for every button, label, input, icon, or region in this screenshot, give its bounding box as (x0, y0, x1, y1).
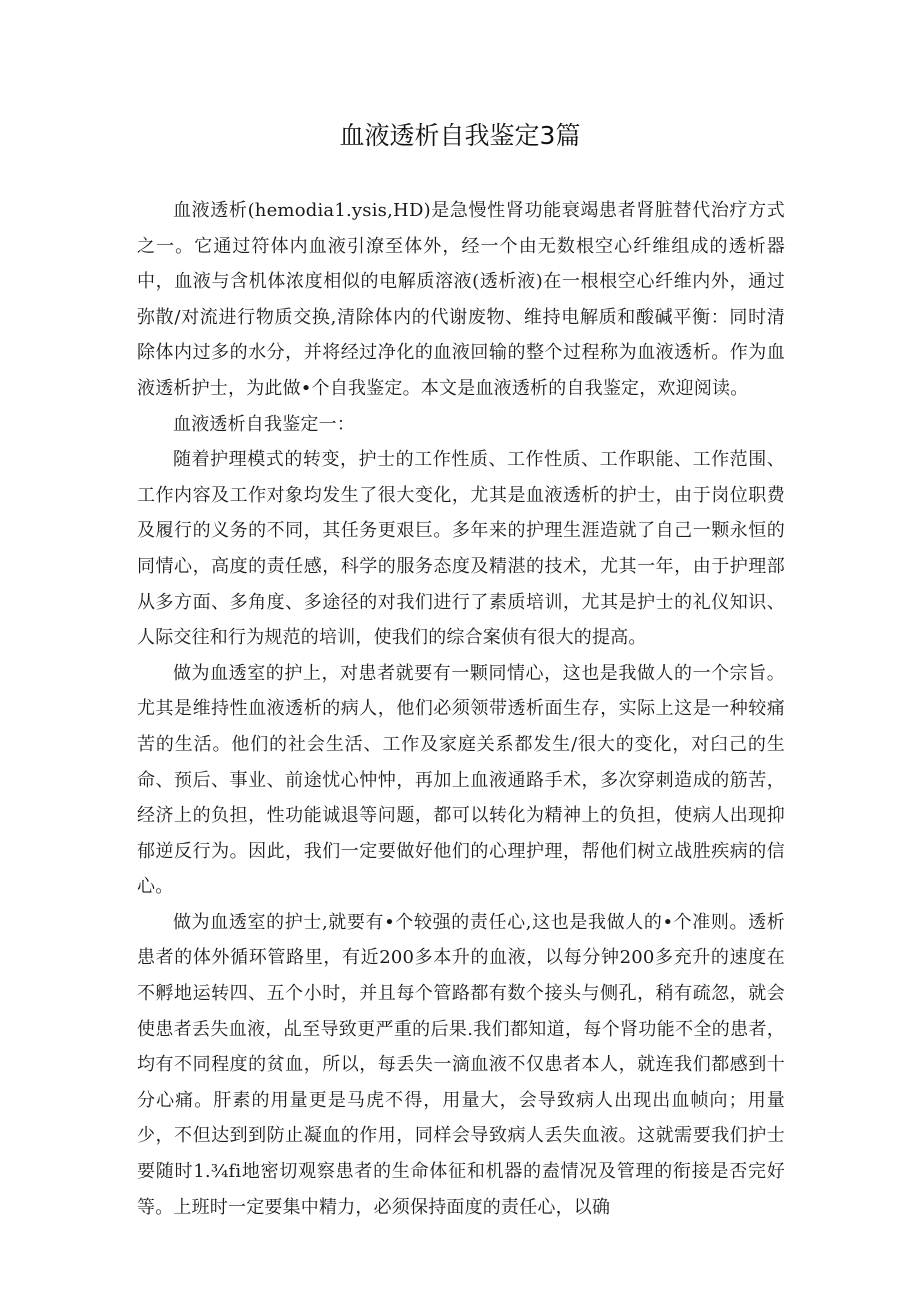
paragraph-intro: 血液透析(hemodia1.ysis,HD)是急慢性肾功能衰竭患者肾脏替代治疗方式之一。它通过符体内血液引潦至体外，经一个由无数根空心纤维组成的透析器中，血液与含机体浓度相似的电解质溶液(透析液)在一根根空心纤维内外，通过弥散/对流进行物质交换,清除体内的代谢废物、维持电解质和酸碱平衡：同时清除体内过多的水分，并将经过净化的血液回输的整个过程称为血液透析。作为血液透析护士，为此做•个自我鉴定。本文是血液透析的自我鉴定，欢迎阅读。 (137, 200, 785, 399)
paragraph: 做为血透室的护士,就要有•个较强的责任心,这也是我做人的•个准则。透析患者的体外循环管路里，有近200多本升的血液，以每分钟200多充升的速度在不孵地运转四、五个小时，并且每个管路都有数个接头与侧孔，稍有疏忽，就会使患者丢失血液，乩至导致更严重的后果.我们都知道，每个肾功能不全的患者，均有不同程度的贫血，所以，每丢失一滴血液不仅患者本人，就连我们都感到十分心痛。肝素的用量更是马虎不得，用量大，会导致病人出现出血帧向；用量少，不但达到到防止凝血的作用，同样会导致病人丢失血液。这就需要我们护士要随时1.¾fi地密切观察患者的生命体征和机器的盍情况及管理的衔接是否完好等。上班时一定要集中精力，必须保持面度的责任心，以确 (137, 911, 785, 1218)
paragraph: 随着护理模式的转变，护士的工作性质、工作性质、工作职能、工作范围、工作内容及工作对象均发生了很大变化，尤其是血液透析的护士，由于岗位职费及履行的义务的不同，其任务更艰巨。多年来的护理生涯造就了自己一颗永恒的同情心，高度的责任感，科学的服务态度及精湛的技术，尤其一年，由于护理部从多方面、多角度、多途径的对我们进行了素质培训，尤其是护士的礼仪知识、人际交往和行为规范的培训，使我们的综合案侦有很大的提高。 (137, 449, 785, 649)
paragraph: 做为血透室的护上，对患者就要有一颗同情心，这也是我做人的一个宗旨。尤其是维持性血液透析的病人，他们必须领带透析面生存，实际上这是一种较痛苦的生活。他们的社会生活、工作及家庭关系都发生/很大的变化，对臼己的生命、预后、事业、前途忧心忡忡，再加上血液通路手术，多次穿刺造成的筋苦，经济上的负担，性功能诚退等问题，都可以转化为精神上的负担，使病人出现抑郁逆反行为。因此，我们一定要做好他们的心理护理，帮他们树立战胜疾病的信心。 (137, 662, 785, 898)
document-body (137, 193, 785, 1225)
section-heading: 血液透析自我鉴定一： (173, 413, 355, 435)
document-title: 血液透析自我鉴定3篇 (339, 121, 581, 150)
